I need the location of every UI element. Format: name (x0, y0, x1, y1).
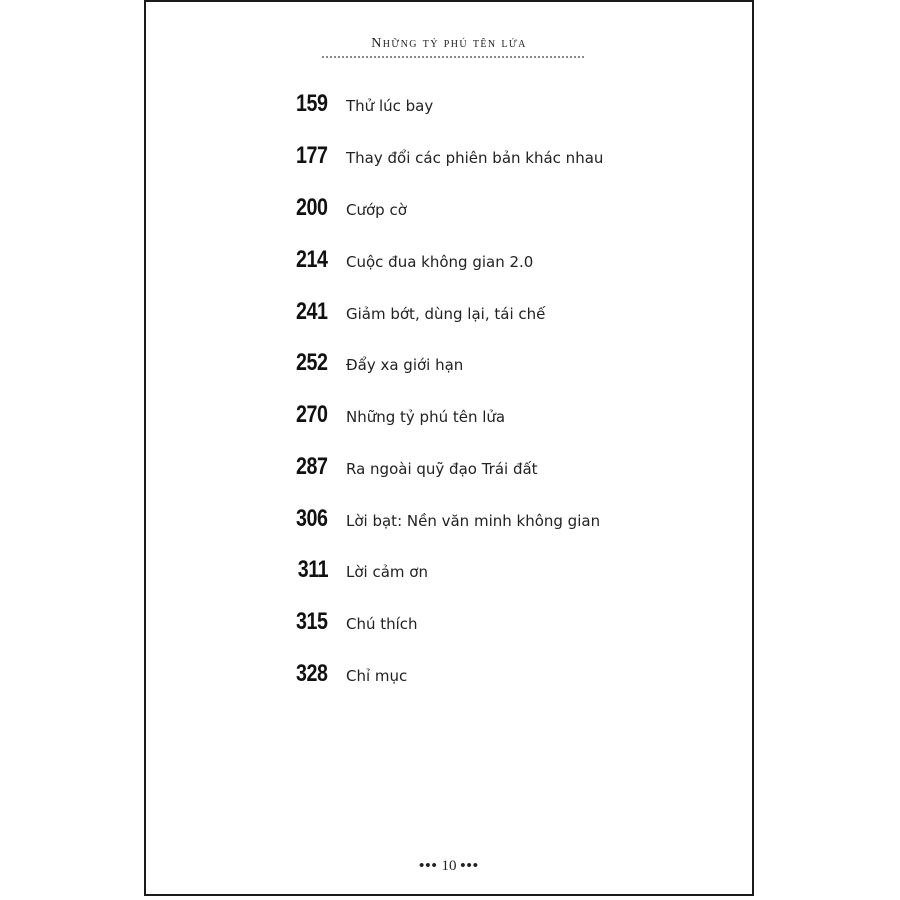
footer-dots-right: ••• (460, 858, 480, 874)
toc-chapter-title: Đẩy xa giới hạn (346, 356, 464, 374)
toc-page-number: 287 (296, 453, 328, 480)
toc-chapter-title: Chú thích (346, 615, 418, 633)
toc-page-number: 252 (296, 349, 328, 376)
toc-chapter-title: Giảm bớt, dùng lại, tái chế (346, 305, 546, 323)
toc-chapter-title: Chỉ mục (346, 667, 408, 685)
page-footer (146, 858, 752, 875)
toc-page-number: 200 (296, 194, 328, 221)
toc-page-number: 214 (296, 246, 328, 273)
running-head-title: Những tỷ phú tên lửa (371, 36, 527, 51)
toc-entry (146, 447, 752, 491)
toc-page-number: 315 (296, 608, 328, 635)
toc-chapter-title: Lời cảm ơn (346, 563, 428, 581)
header-dotted-rule (322, 56, 584, 58)
toc-page-number: 311 (297, 556, 328, 583)
toc-chapter-title: Lời bạt: Nền văn minh không gian (346, 512, 601, 530)
toc-chapter-title: Thay đổi các phiên bản khác nhau (346, 149, 604, 167)
toc-page-number: 177 (296, 142, 328, 169)
toc-chapter-title: Thử lúc bay (346, 97, 434, 115)
toc-entry (146, 84, 752, 128)
page-number: 10 (441, 858, 457, 874)
toc-entry (146, 343, 752, 387)
toc-entry (146, 240, 752, 284)
toc-entry (146, 550, 752, 594)
toc-page-number: 306 (296, 505, 328, 532)
toc-entry (146, 395, 752, 439)
toc-page-number: 270 (296, 401, 328, 428)
toc-page-number: 241 (296, 298, 328, 325)
toc-entry (146, 292, 752, 336)
toc-chapter-title: Những tỷ phú tên lửa (346, 408, 506, 426)
book-page (144, 0, 754, 896)
toc-entry (146, 499, 752, 543)
toc-page-number: 328 (296, 660, 328, 687)
toc-chapter-title: Cuộc đua không gian 2.0 (346, 253, 534, 271)
footer-dots-left: ••• (418, 858, 438, 874)
toc-page-number: 159 (296, 90, 328, 117)
toc-entry (146, 188, 752, 232)
toc-entry (146, 602, 752, 646)
toc-chapter-title: Cướp cờ (346, 201, 407, 219)
toc-entry (146, 136, 752, 180)
toc-chapter-title: Ra ngoài quỹ đạo Trái đất (346, 460, 538, 478)
toc-entry (146, 654, 752, 698)
